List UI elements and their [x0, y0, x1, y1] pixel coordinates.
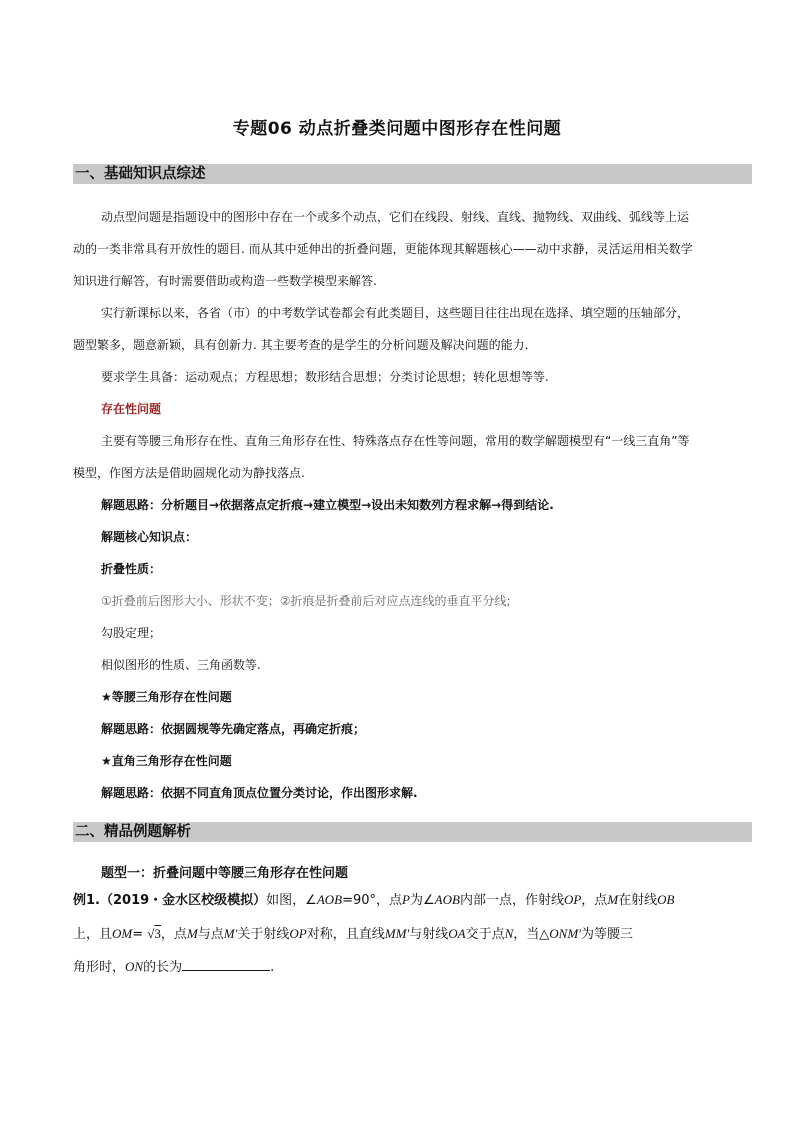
math-var: AOB	[434, 892, 460, 907]
text: 如图，∠	[266, 893, 317, 908]
example-line-2	[73, 926, 752, 943]
question-type-title: 题型一：折叠问题中等腰三角形存在性问题	[101, 866, 349, 881]
math-var: OP	[289, 926, 307, 941]
paragraph-line: 动的一类非常具有开放性的题目. 而从其中延伸出的折叠问题，更能体现其解题核心——动中求静，灵活运用相关数学	[73, 242, 693, 256]
isosceles-title: ★等腰三角形存在性问题	[101, 690, 232, 704]
text: 为∠	[410, 893, 435, 908]
right-triangle-approach: 解题思路：依据不同直角顶点位置分类讨论，作出图形求解.	[101, 786, 418, 800]
pythagorean-line: 勾股定理；	[101, 626, 162, 640]
text: 内部一点，作射线	[459, 893, 564, 908]
math-var: ON	[125, 959, 144, 974]
fold-properties-title: 折叠性质：	[101, 562, 162, 576]
text: 与点	[197, 927, 224, 942]
math-var: AOB	[316, 892, 343, 907]
text: 为等腰三	[580, 927, 633, 942]
math-var: ONM'	[549, 926, 581, 941]
radicand: 3	[154, 926, 161, 941]
text: 角形时，	[73, 960, 126, 975]
example-line-1	[73, 892, 752, 909]
subsection-title-existence: 存在性问题	[101, 402, 162, 416]
math-var: M	[186, 926, 198, 941]
text: ，当△	[513, 927, 550, 942]
paragraph-line: 动点型问题是指题设中的图形中存在一个或多个动点，它们在线段、射线、直线、抛物线、双曲线、弧线等上运	[101, 210, 690, 224]
paragraph-line: 模型，作图方法是借助圆规化动为静找落点.	[73, 466, 305, 480]
text: 上，且	[73, 927, 113, 942]
math-var: OP	[563, 892, 582, 907]
text: 对称，且直线	[306, 927, 385, 942]
text: ，点	[581, 893, 608, 908]
math-var: MM'	[384, 926, 410, 941]
fold-properties-text: ①折叠前后图形大小、形状不变；②折痕是折叠前后对应点连线的垂直平分线;	[101, 594, 511, 608]
math-var: OM	[112, 926, 133, 941]
math-var: M'	[223, 926, 238, 941]
section-heading-basics: 一、基础知识点综述	[73, 164, 752, 184]
text: 交于点	[465, 927, 505, 942]
text: =90°，点	[342, 893, 403, 908]
section-heading-examples: 二、精品例题解析	[73, 822, 752, 842]
text: ，点	[160, 927, 187, 942]
core-knowledge-title: 解题核心知识点：	[101, 530, 198, 544]
math-var: P	[402, 892, 410, 907]
paragraph-line: 主要有等腰三角形存在性、直角三角形存在性、特殊落点存在性等问题，常用的数学解题模型有“一线三直角”等	[101, 434, 690, 448]
right-triangle-title: ★直角三角形存在性问题	[101, 754, 232, 768]
math-var: OB	[657, 892, 675, 907]
page-title: 专题06 动点折叠类问题中图形存在性问题	[232, 119, 562, 139]
answer-blank[interactable]	[182, 958, 270, 971]
text: 关于射线	[237, 927, 290, 942]
text: 的长为	[143, 960, 183, 975]
similar-figures-line: 相似图形的性质、三角函数等.	[101, 658, 261, 672]
math-var: N	[504, 926, 514, 941]
example-label: 例1.（2019・金水区校级模拟）	[73, 893, 267, 908]
isosceles-approach: 解题思路：依据圆规等先确定落点，再确定折痕；	[101, 722, 366, 736]
text: .	[270, 960, 275, 975]
paragraph-line: 实行新课标以来，各省（市）的中考数学试卷都会有此类题目，这些题目往往出现在选择、填空题的压轴部分，	[101, 306, 690, 320]
paragraph-line: 知识进行解答，有时需要借助或构造一些数学模型来解答.	[73, 274, 377, 288]
text: 与射线	[409, 927, 449, 942]
paragraph-line: 题型繁多，题意新颖，具有创新力. 其主要考查的是学生的分析问题及解决问题的能力.	[73, 338, 529, 352]
sqrt-expression: √3	[147, 926, 161, 941]
text: 在射线	[618, 893, 658, 908]
text: =	[132, 927, 144, 942]
approach-line: 解题思路：分析题目→依据落点定折痕→建立模型→设出未知数列方程求解→得到结论.	[101, 498, 554, 512]
example-line-3	[73, 958, 752, 976]
paragraph-line: 要求学生具备：运动观点；方程思想；数形结合思想；分类讨论思想；转化思想等等.	[101, 370, 549, 384]
math-var: M	[607, 892, 619, 907]
math-var: OA	[448, 926, 466, 941]
